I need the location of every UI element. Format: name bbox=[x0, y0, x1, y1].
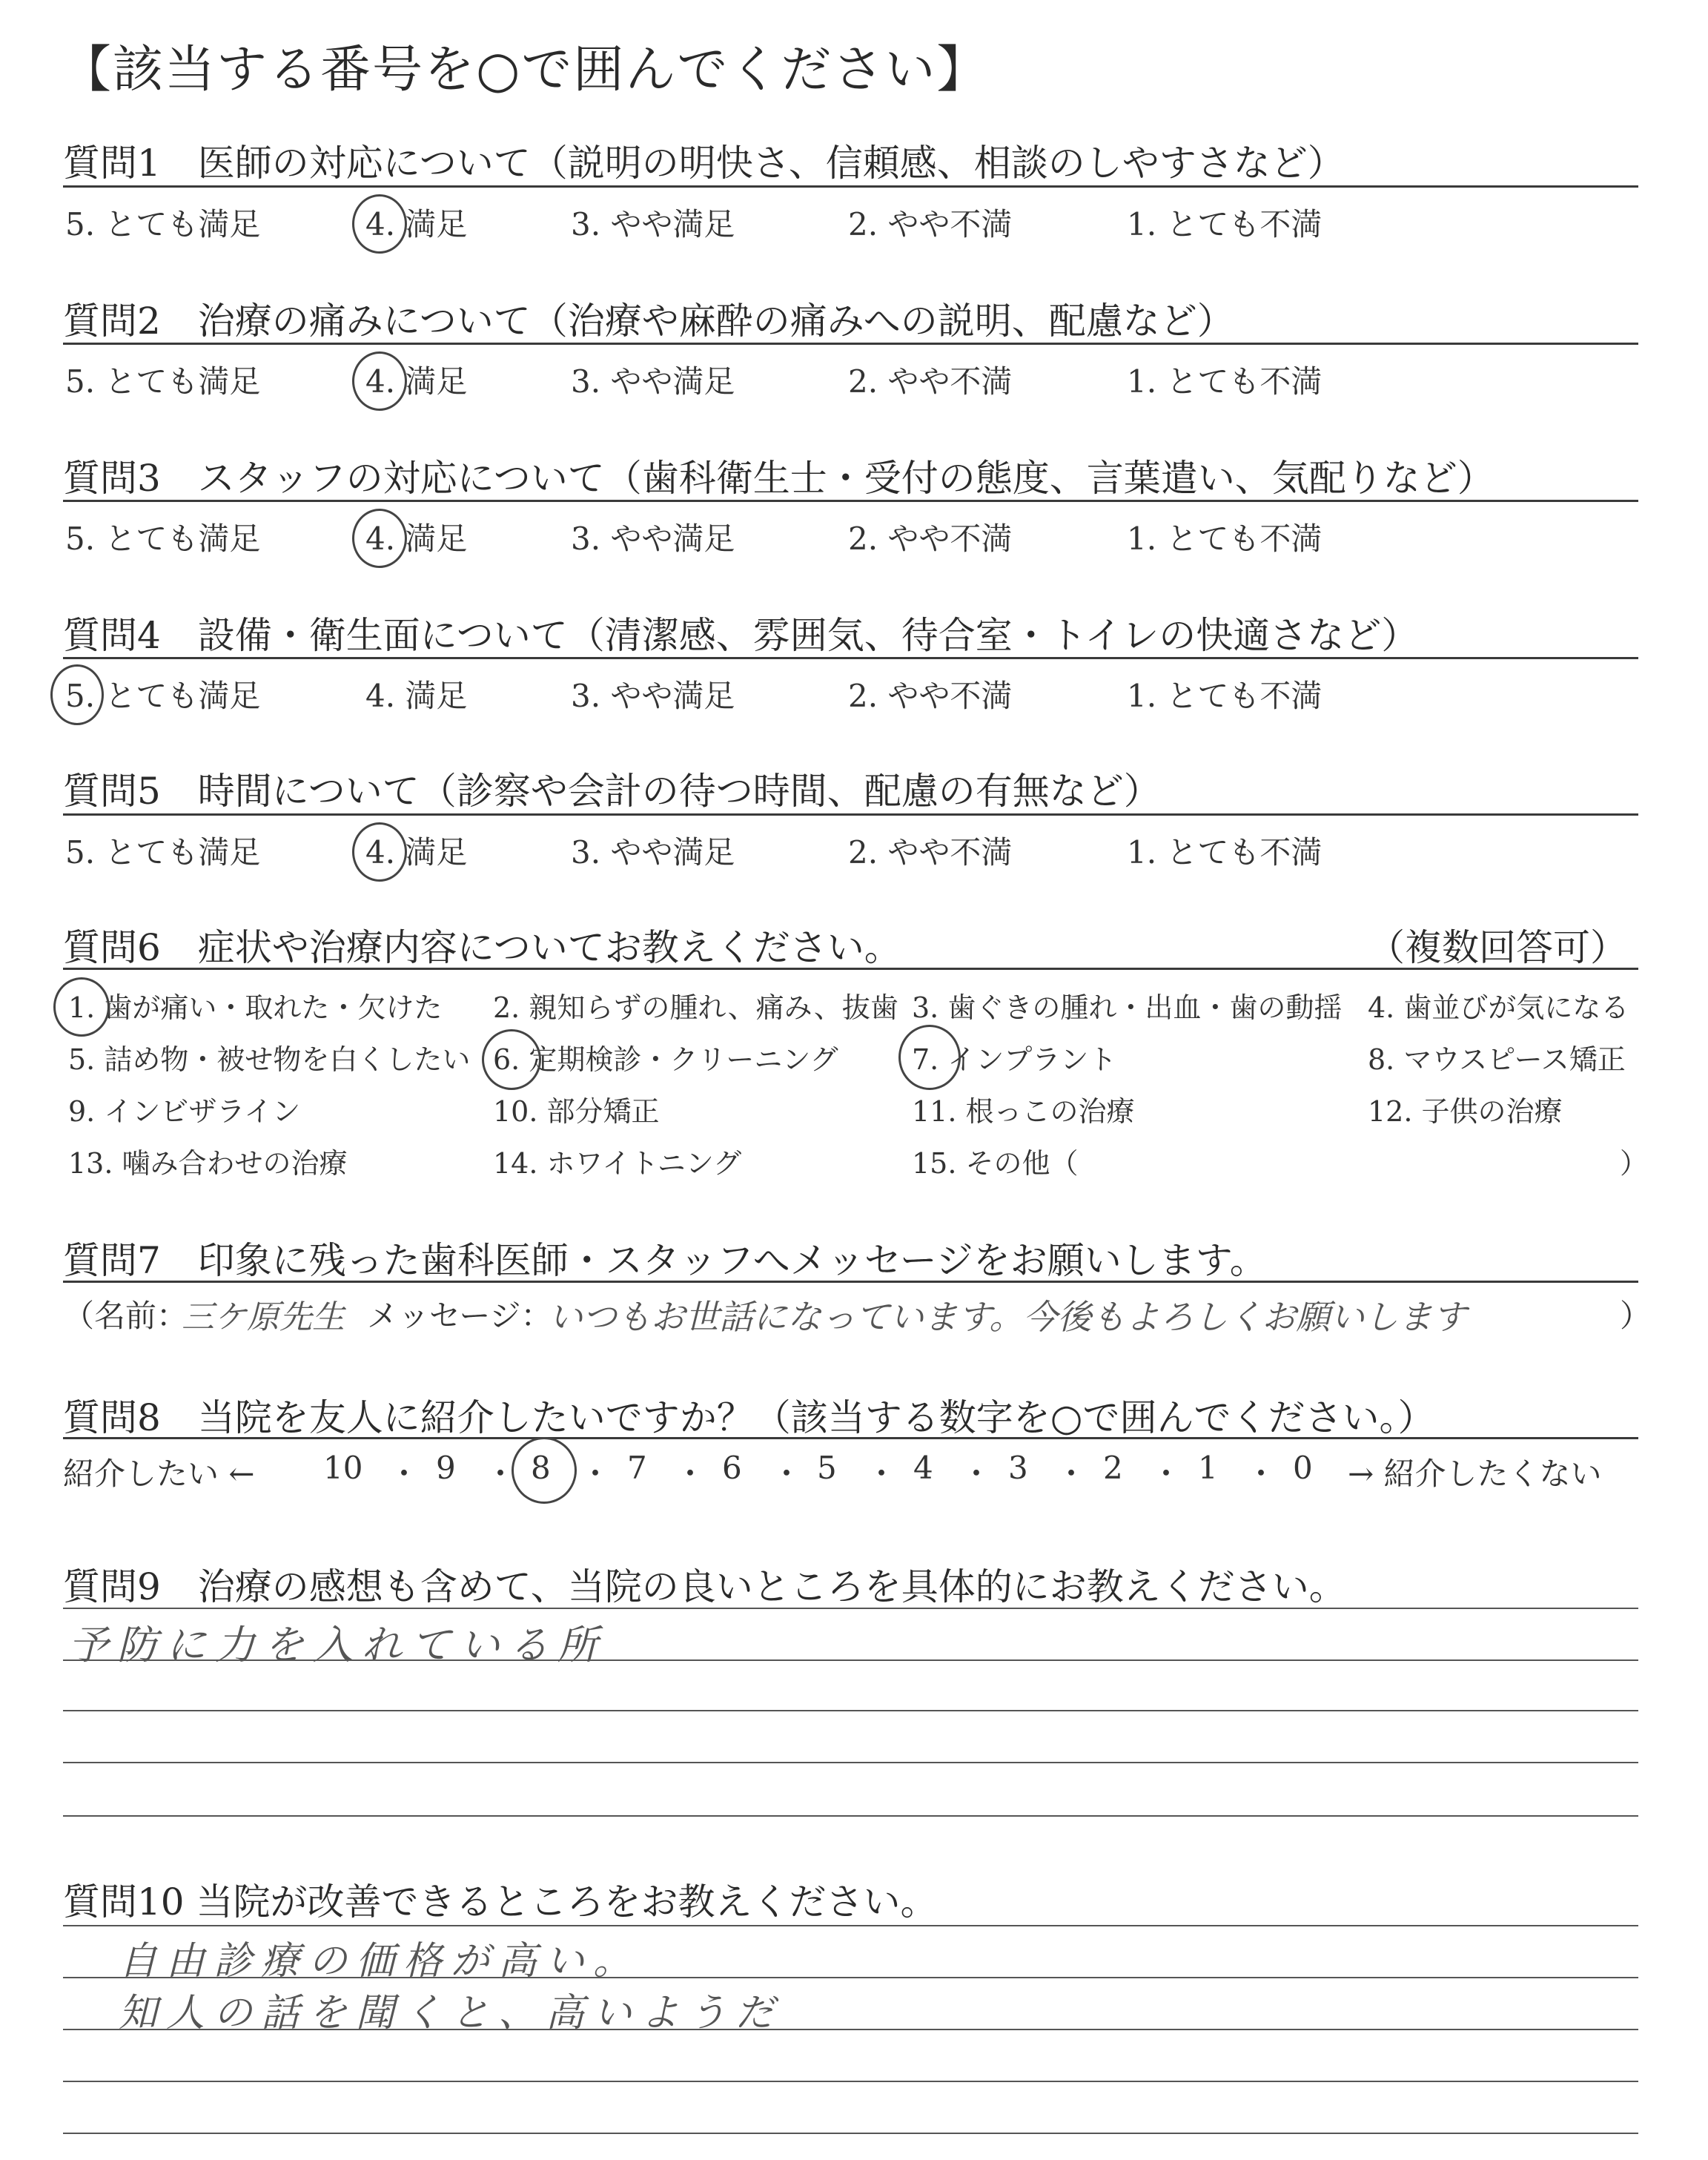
q8-separator: ・ bbox=[485, 1456, 517, 1492]
q6-item-3[interactable]: 3. 歯ぐきの腫れ・出血・歯の動揺 bbox=[912, 991, 1343, 1024]
q8-left-label: 紹介したい ← bbox=[63, 1456, 255, 1492]
q8-scale-5[interactable]: 5 bbox=[817, 1450, 837, 1486]
q2-option-3[interactable]: 3. やや満足 bbox=[571, 363, 735, 400]
q5-option-1[interactable]: 1. とても不満 bbox=[1127, 834, 1323, 871]
q4-option-5[interactable]: 5. とても満足 bbox=[65, 678, 261, 714]
q8-separator: ・ bbox=[866, 1456, 898, 1492]
q9-answer-text[interactable]: 予防に力を入れている所 bbox=[68, 1622, 606, 1668]
q8-scale-9[interactable]: 9 bbox=[436, 1450, 456, 1486]
question-2-title: 質問2 治療の痛みについて（治療や麻酔の痛みへの説明、配慮など） bbox=[63, 300, 1234, 343]
question-4-rule bbox=[63, 657, 1638, 659]
question-2-rule bbox=[63, 343, 1638, 345]
q8-scale-1[interactable]: 1 bbox=[1198, 1450, 1218, 1486]
q7-close-paren: ） bbox=[1620, 1298, 1652, 1334]
q8-separator: ・ bbox=[675, 1456, 706, 1492]
q6-item-4[interactable]: 4. 歯並びが気になる bbox=[1368, 991, 1629, 1024]
question-3-title: 質問3 スタッフの対応について（歯科衛生士・受付の態度、言葉遣い、気配りなど） bbox=[63, 457, 1494, 500]
question-6-title: 質問6 症状や治療内容についてお教えください。 bbox=[63, 926, 901, 969]
q2-selected-circle bbox=[352, 351, 407, 411]
q2-option-4[interactable]: 4. 満足 bbox=[365, 363, 468, 400]
q8-scale-7[interactable]: 7 bbox=[627, 1450, 647, 1486]
q6-selected-circle-7 bbox=[898, 1025, 961, 1090]
q3-option-1[interactable]: 1. とても不満 bbox=[1127, 521, 1323, 557]
q6-item-8[interactable]: 8. マウスピース矯正 bbox=[1368, 1043, 1626, 1076]
q1-option-2[interactable]: 2. やや不満 bbox=[848, 206, 1013, 242]
q4-option-2[interactable]: 2. やや不満 bbox=[848, 678, 1013, 714]
q6-item-15[interactable]: 15. その他（ bbox=[912, 1147, 1079, 1180]
question-9-title: 質問9 治療の感想も含めて、当院の良いところを具体的にお教えください。 bbox=[63, 1565, 1346, 1608]
q4-option-4[interactable]: 4. 満足 bbox=[365, 678, 468, 714]
q8-scale-8[interactable]: 8 bbox=[531, 1450, 551, 1486]
q6-item-1[interactable]: 1. 歯が痛い・取れた・欠けた bbox=[68, 991, 443, 1024]
q7-name-value[interactable]: 三ケ原先生 bbox=[182, 1298, 345, 1336]
q8-scale-6[interactable]: 6 bbox=[722, 1450, 742, 1486]
q4-option-3[interactable]: 3. やや満足 bbox=[571, 678, 735, 714]
q8-selected-circle bbox=[512, 1437, 577, 1504]
question-8-title: 質問8 当院を友人に紹介したいですか？（該当する数字を○で囲んでください。） bbox=[63, 1396, 1435, 1439]
q5-selected-circle bbox=[352, 822, 407, 882]
q6-item-10[interactable]: 10. 部分矯正 bbox=[493, 1095, 660, 1128]
q6-item-12[interactable]: 12. 子供の治療 bbox=[1368, 1095, 1563, 1128]
q6-item-11[interactable]: 11. 根っこの治療 bbox=[912, 1095, 1135, 1128]
q6-item-9[interactable]: 9. インビザライン bbox=[68, 1095, 301, 1128]
q9-answer-line bbox=[63, 1710, 1638, 1711]
page-heading: 【該当する番号を○で囲んでください】 bbox=[61, 41, 989, 99]
q6-item-15-close: ） bbox=[1620, 1147, 1649, 1180]
question-1-rule bbox=[63, 185, 1638, 188]
question-5-rule bbox=[63, 813, 1638, 816]
q10-answer-text-1[interactable]: 自由診療の価格が高い。 bbox=[119, 1939, 641, 1984]
q8-separator: ・ bbox=[771, 1456, 803, 1492]
question-4-title: 質問4 設備・衛生面について（清潔感、雰囲気、待合室・トイレの快適さなど） bbox=[63, 614, 1419, 657]
q6-selected-circle-6 bbox=[482, 1029, 541, 1090]
q3-option-5[interactable]: 5. とても満足 bbox=[65, 521, 261, 557]
q6-item-7[interactable]: 7. インプラント bbox=[912, 1043, 1117, 1076]
question-5-title: 質問5 時間について（診察や会計の待つ時間、配慮の有無など） bbox=[63, 770, 1161, 813]
q4-selected-circle bbox=[50, 664, 104, 725]
q10-answer-text-2[interactable]: 知人の話を聞くと、高いようだ bbox=[119, 1991, 784, 2035]
question-6-rule bbox=[63, 968, 1638, 970]
question-10-title: 質問10 当院が改善できるところをお教えください。 bbox=[63, 1880, 938, 1923]
q6-selected-circle-1 bbox=[53, 977, 110, 1037]
q8-scale-2[interactable]: 2 bbox=[1103, 1450, 1123, 1486]
q10-answer-line bbox=[63, 2081, 1638, 2082]
q9-answer-line bbox=[63, 1659, 1638, 1661]
q7-name-label: （名前： bbox=[63, 1298, 188, 1334]
q1-option-5[interactable]: 5. とても満足 bbox=[65, 206, 261, 242]
q9-answer-line bbox=[63, 1815, 1638, 1817]
q8-separator: ・ bbox=[580, 1456, 612, 1492]
q3-option-2[interactable]: 2. やや不満 bbox=[848, 521, 1013, 557]
q8-scale-0[interactable]: 0 bbox=[1293, 1450, 1313, 1486]
q8-separator: ・ bbox=[1056, 1456, 1088, 1492]
q1-option-1[interactable]: 1. とても不満 bbox=[1127, 206, 1323, 242]
q3-selected-circle bbox=[352, 509, 407, 568]
q10-answer-line bbox=[63, 1977, 1638, 1978]
q9-answer-line bbox=[63, 1762, 1638, 1763]
q1-selected-circle bbox=[352, 194, 407, 254]
q8-separator: ・ bbox=[1245, 1456, 1277, 1492]
q10-answer-line bbox=[63, 2029, 1638, 2030]
q6-item-14[interactable]: 14. ホワイトニング bbox=[493, 1147, 742, 1180]
q7-message-value[interactable]: いつもお世話になっています。今後もよろしくお願いします bbox=[549, 1297, 1467, 1337]
q8-scale-4[interactable]: 4 bbox=[913, 1450, 933, 1486]
q3-option-4[interactable]: 4. 満足 bbox=[365, 521, 468, 557]
q5-option-5[interactable]: 5. とても満足 bbox=[65, 834, 261, 871]
q9-answer-line bbox=[63, 1608, 1638, 1609]
q10-answer-line bbox=[63, 2133, 1638, 2134]
q7-message-label: メッセージ： bbox=[367, 1298, 552, 1334]
q8-separator: ・ bbox=[1151, 1456, 1182, 1492]
q6-item-5[interactable]: 5. 詰め物・被せ物を白くしたい bbox=[68, 1043, 471, 1076]
q5-option-3[interactable]: 3. やや満足 bbox=[571, 834, 735, 871]
q6-item-13[interactable]: 13. 噛み合わせの治療 bbox=[68, 1147, 348, 1180]
q5-option-4[interactable]: 4. 満足 bbox=[365, 834, 468, 871]
question-3-rule bbox=[63, 500, 1638, 502]
q8-separator: ・ bbox=[961, 1456, 993, 1492]
q8-scale-3[interactable]: 3 bbox=[1008, 1450, 1028, 1486]
q2-option-1[interactable]: 1. とても不満 bbox=[1127, 363, 1323, 400]
q1-option-3[interactable]: 3. やや満足 bbox=[571, 206, 735, 242]
q6-item-6[interactable]: 6. 定期検診・クリーニング bbox=[493, 1043, 838, 1076]
q8-right-label: → 紹介したくない bbox=[1348, 1456, 1602, 1492]
q1-option-4[interactable]: 4. 満足 bbox=[365, 206, 468, 242]
question-8-rule bbox=[63, 1437, 1638, 1439]
q8-separator: ・ bbox=[388, 1456, 420, 1492]
q5-option-2[interactable]: 2. やや不満 bbox=[848, 834, 1013, 871]
question-7-rule bbox=[63, 1281, 1638, 1283]
question-6-note: （複数回答可） bbox=[1368, 926, 1627, 969]
q4-option-1[interactable]: 1. とても不満 bbox=[1127, 678, 1323, 714]
q3-option-3[interactable]: 3. やや満足 bbox=[571, 521, 735, 557]
q6-item-2[interactable]: 2. 親知らずの腫れ、痛み、抜歯 bbox=[493, 991, 898, 1024]
q8-scale-10[interactable]: 10 bbox=[323, 1450, 363, 1486]
question-1-title: 質問1 医師の対応について（説明の明快さ、信頼感、相談のしやすさなど） bbox=[63, 142, 1345, 185]
q2-option-2[interactable]: 2. やや不満 bbox=[848, 363, 1013, 400]
q2-option-5[interactable]: 5. とても満足 bbox=[65, 363, 261, 400]
q10-answer-line bbox=[63, 1925, 1638, 1926]
question-7-title: 質問7 印象に残った歯科医師・スタッフへメッセージをお願いします。 bbox=[63, 1239, 1267, 1282]
